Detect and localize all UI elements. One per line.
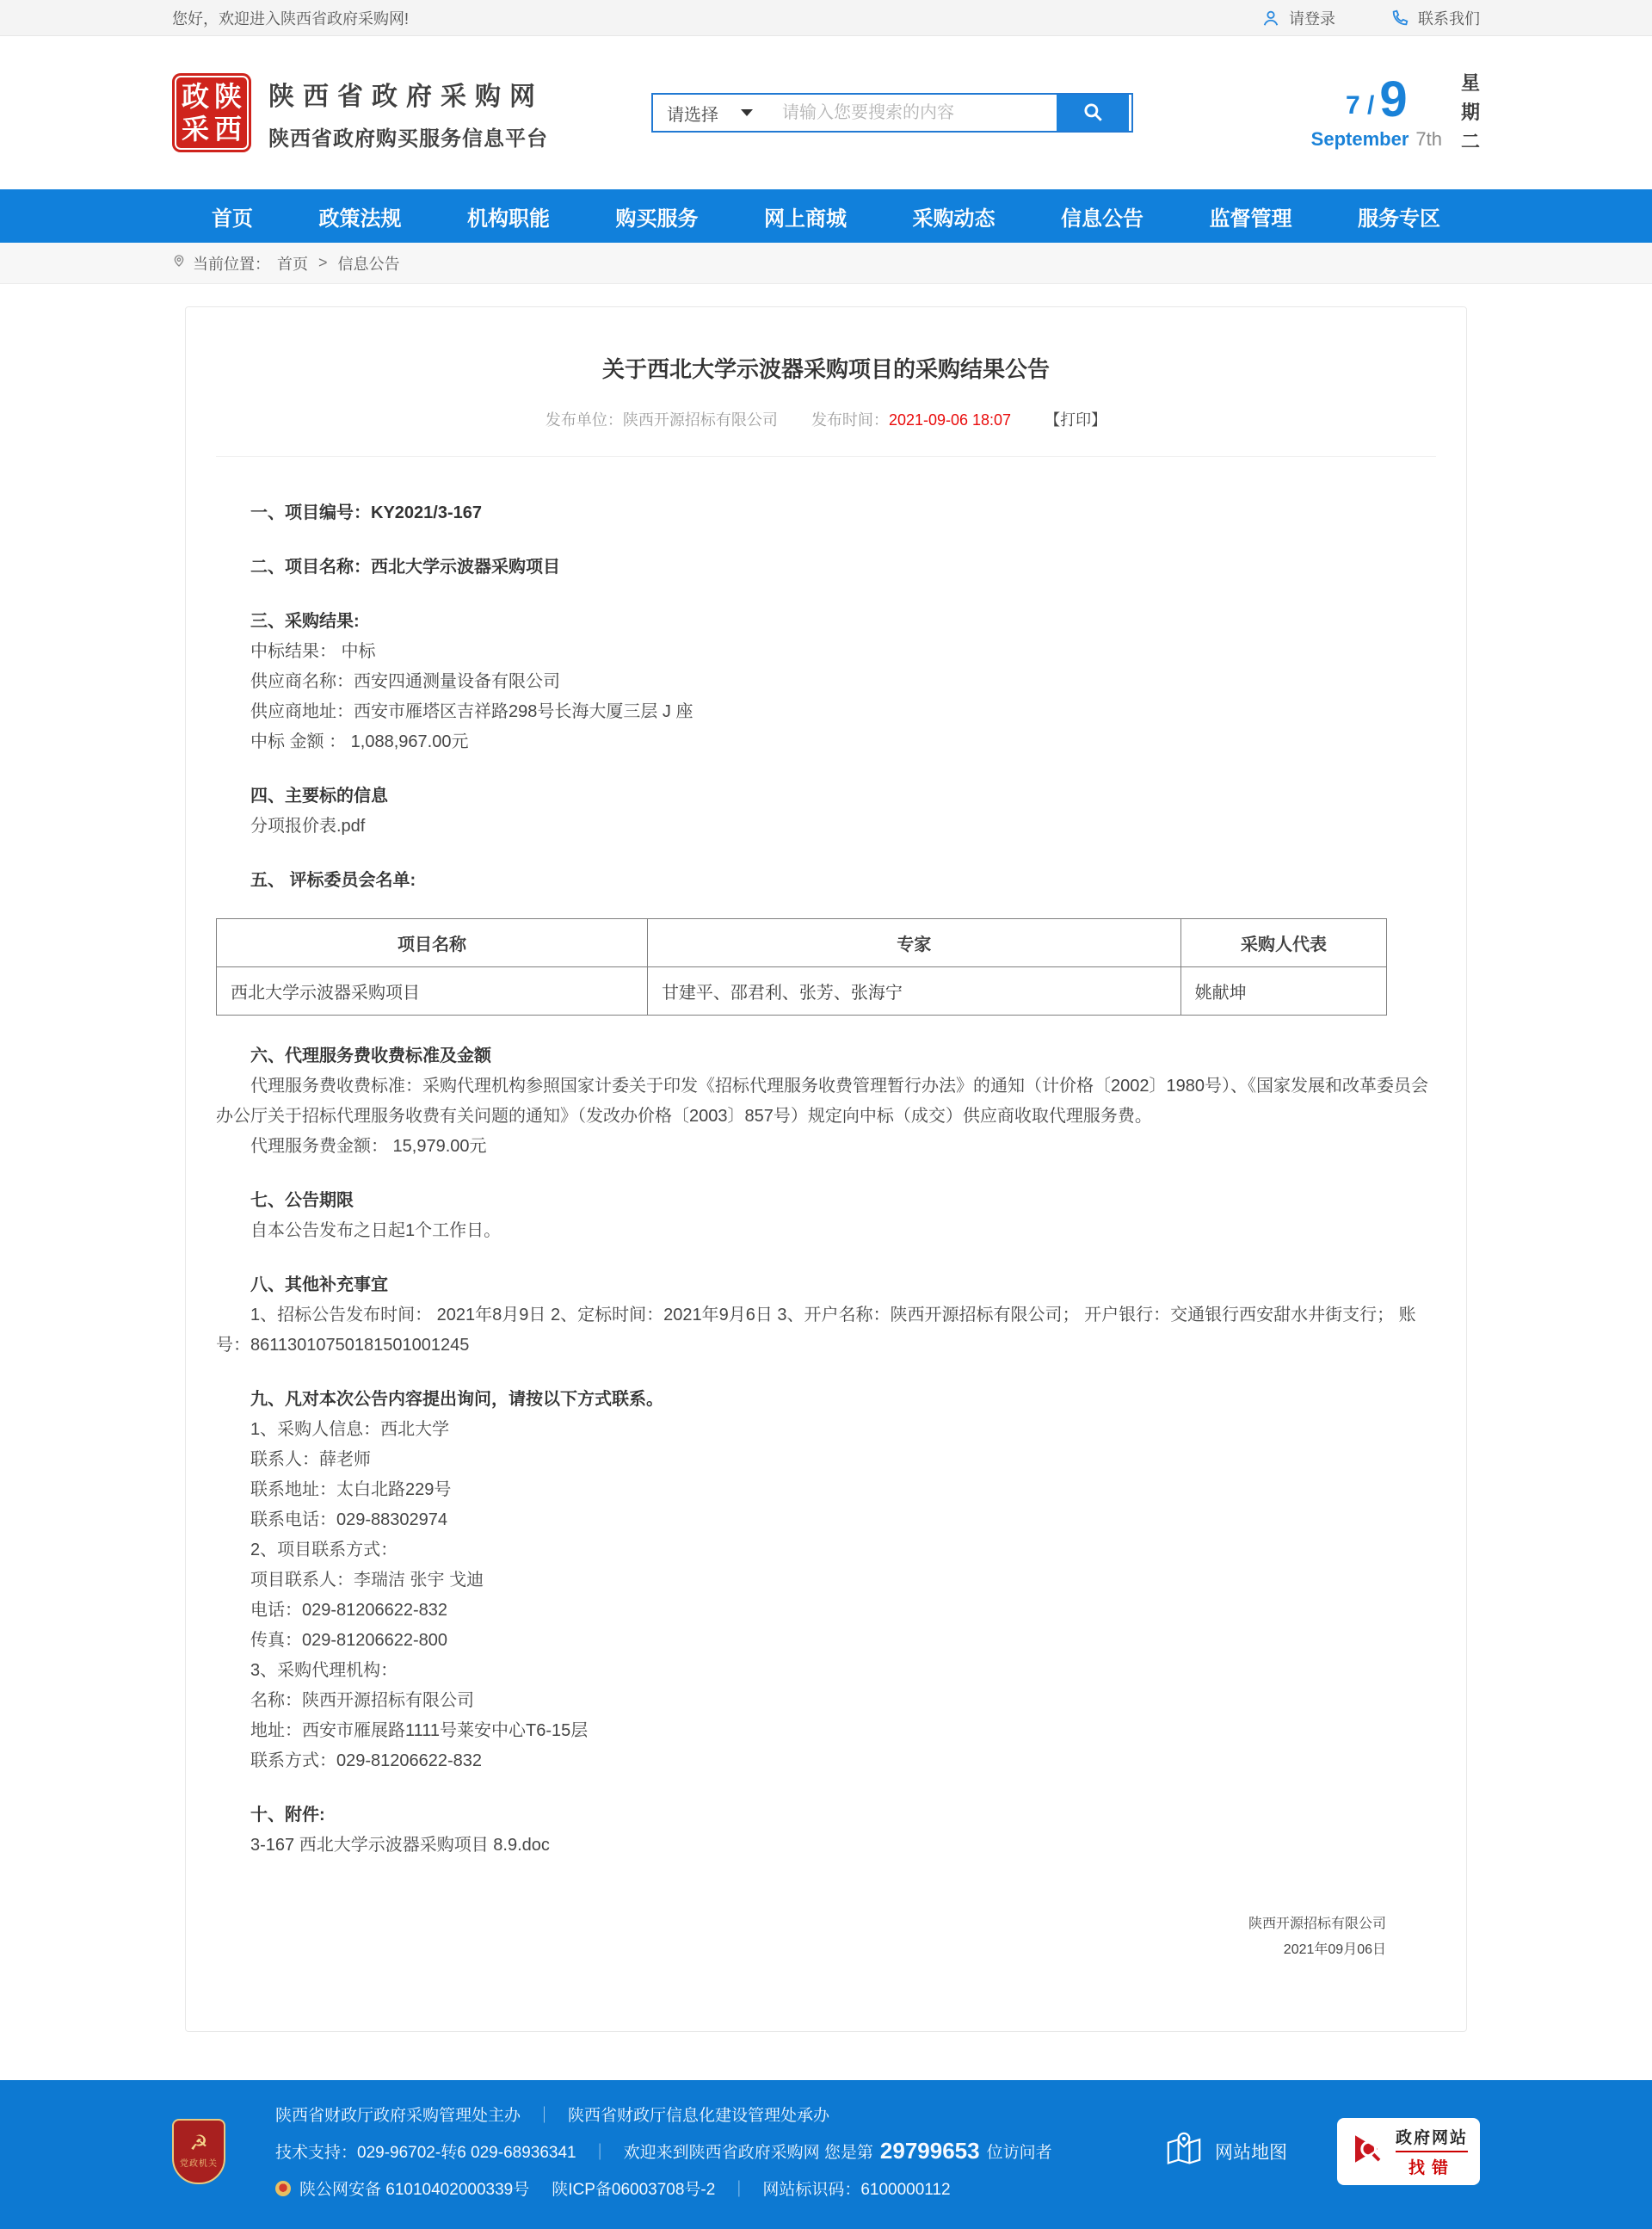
date-month-name: September [1310, 128, 1409, 150]
login-label: 请登录 [1289, 9, 1335, 28]
error-badge-subtitle: 找错 [1408, 2158, 1455, 2177]
table-cell: 甘建平、邵君利、张芳、张海宁 [647, 967, 1180, 1016]
logo-char: 西 [213, 114, 242, 145]
logo-char: 陕 [213, 81, 242, 112]
footer-line-support [275, 2138, 1052, 2164]
sitemap-label: 网站地图 [1214, 2142, 1287, 2163]
article-paragraph: 3、采购代理机构： [250, 1661, 398, 1680]
login-link[interactable] [1261, 7, 1335, 29]
print-button[interactable]: 【打印】 [1045, 411, 1107, 429]
breadcrumb-current: 信息公告 [337, 255, 400, 273]
nav-item-3[interactable]: 机构职能 [467, 207, 550, 231]
page-title: 关于西北大学示波器采购项目的采购结果公告 [601, 356, 1050, 382]
date-month-day: 7 / [1346, 91, 1375, 120]
article-paragraph: 中标结果： 中标 [250, 642, 376, 661]
section-heading: 二、项目名称：西北大学示波器采购项目 [250, 558, 560, 577]
article-paragraph: 1、招标公告发布时间： 2021年8月9日 2、定标时间：2021年9月6日 3、开户名称：陕西开源招标有限公司； 开户银行：交通银行西安甜水井街支行； 账 号：86113010750181501001245 [216, 1306, 1416, 1355]
location-pin-icon [172, 252, 186, 274]
header [0, 36, 1652, 189]
article-paragraph: 供应商名称：西安四通测量设备有限公司 [250, 672, 560, 691]
search-bar [651, 93, 1133, 133]
error-finder-icon [1349, 2131, 1385, 2171]
organizer-right: 陕西省财政厅信息化建设管理处承办 [568, 2107, 830, 2125]
map-icon [1165, 2132, 1203, 2171]
publish-time-value: 2021-09-06 18:07 [888, 411, 1012, 429]
signature-date: 2021年09月06日 [1283, 1942, 1386, 1957]
announcement-card [185, 306, 1467, 2032]
article-body [216, 498, 1436, 1861]
footer [0, 2080, 1652, 2229]
article-paragraph: 1、采购人信息：西北大学 [250, 1420, 450, 1439]
site-brand[interactable] [172, 73, 548, 152]
article-paragraph: 联系电话：029-88302974 [250, 1510, 448, 1529]
police-badge-icon [275, 2181, 291, 2196]
publisher-label: 发布单位： [545, 411, 623, 429]
section-heading: 十、附件: [250, 1806, 325, 1825]
date-day: 9 [1379, 71, 1408, 127]
icp-registration[interactable]: 陕ICP备06003708号-2 [552, 2181, 716, 2199]
article-paragraph: 代理服务费收费标准：采购代理机构参照国家计委关于印发《招标代理服务收费管理暂行办法》的通知（计价格〔2002〕1980号）、《国家发展和改革委员会办公厅关于招标代理服务收费有关问题的通知》（发改办价格〔2003〕857号）规定向中标（成交）供应商收取代理服务费。 [216, 1077, 1428, 1126]
error-badge-title: 政府网站 [1396, 2125, 1468, 2152]
footer-line-organizers [275, 2102, 1052, 2126]
nav-item-8[interactable]: 监督管理 [1209, 207, 1292, 231]
phone-icon [1390, 9, 1409, 28]
footer-separator: ｜ [730, 2181, 748, 2199]
section-heading: 九、凡对本次公告内容提出询问，请按以下方式联系。 [250, 1390, 663, 1409]
article-meta [216, 408, 1436, 457]
publisher-value: 陕西开源招标有限公司 [622, 411, 778, 429]
attachment-link[interactable]: 3-167 西北大学示波器采购项目 8.9.doc [250, 1836, 550, 1855]
date-widget [1311, 69, 1480, 157]
chevron-down-icon [741, 109, 753, 116]
nav-item-5[interactable]: 网上商城 [764, 207, 847, 231]
party-emblem-icon: ☭ [189, 2132, 208, 2155]
breadcrumb-home[interactable]: 首页 [277, 255, 308, 273]
section-heading: 七、公告期限 [250, 1191, 354, 1210]
section-heading: 一、项目编号：KY2021/3-167 [250, 503, 482, 522]
tech-support: 技术支持：029-96702-转6 029-68936341 [275, 2144, 576, 2162]
welcome-suffix: 位访问者 [986, 2144, 1052, 2162]
breadcrumb [0, 243, 1652, 284]
nav-item-7[interactable]: 信息公告 [1061, 207, 1143, 231]
site-code: 网站标识码：6100000112 [762, 2181, 951, 2199]
site-subtitle: 陕西省政府购买服务信息平台 [268, 127, 548, 151]
nav-item-1[interactable]: 首页 [212, 207, 253, 231]
search-category-select[interactable] [653, 95, 782, 131]
user-icon [1261, 9, 1280, 28]
article-paragraph: 传真：029-81206622-800 [250, 1631, 448, 1650]
nav-item-6[interactable]: 采购动态 [912, 207, 996, 231]
table-cell: 西北大学示波器采购项目 [217, 967, 648, 1016]
sitemap-link[interactable] [1165, 2132, 1287, 2171]
article-paragraph: 自本公告发布之日起1个工作日。 [250, 1221, 502, 1240]
nav-item-9[interactable]: 服务专区 [1358, 207, 1440, 231]
section-heading: 三、采购结果: [250, 612, 360, 631]
search-button[interactable] [1057, 95, 1129, 131]
nav-item-2[interactable]: 政策法规 [318, 207, 402, 231]
footer-separator: ｜ [591, 2144, 608, 2162]
site-error-report-badge[interactable] [1337, 2118, 1480, 2185]
breadcrumb-label: 当前位置： [193, 255, 270, 273]
contact-label: 联系我们 [1418, 9, 1480, 28]
article-paragraph: 地址：西安市雁展路1111号莱安中心T6-15层 [250, 1721, 589, 1740]
nav-item-4[interactable]: 购买服务 [615, 207, 699, 231]
section-heading: 八、其他补充事宜 [250, 1275, 388, 1294]
article-paragraph: 中标 金额 ： 1,088,967.00元 [250, 732, 469, 751]
section-heading: 四、主要标的信息 [250, 787, 388, 806]
article-paragraph: 代理服务费金额： 15,979.00元 [250, 1137, 487, 1156]
article-paragraph: 供应商地址：西安市雁塔区吉祥路298号长海大厦三层 J 座 [250, 702, 693, 721]
article-paragraph: 项目联系人：李瑞洁 张宇 戈迪 [250, 1571, 484, 1590]
logo-char: 采 [181, 114, 209, 145]
date-ordinal: 7th [1415, 128, 1442, 150]
section-heading: 六、代理服务费收费标准及金额 [250, 1047, 491, 1065]
table-cell: 姚献坤 [1180, 967, 1387, 1016]
search-icon [1082, 101, 1104, 126]
welcome-prefix: 欢迎来到陕西省政府采购网 您是第 [623, 2144, 873, 2162]
table-header-cell: 项目名称 [217, 919, 648, 967]
organizer-left: 陕西省财政厅政府采购管理处主办 [275, 2107, 521, 2125]
publish-time-label: 发布时间： [811, 411, 889, 429]
footer-separator: ｜ [536, 2107, 553, 2125]
main-nav [0, 189, 1652, 243]
table-header-row [217, 919, 1387, 967]
site-title: 陕西省政府采购网 [268, 82, 544, 111]
police-registration[interactable]: 陕公网安备 61010402000339号 [299, 2181, 530, 2199]
search-category-label: 请选择 [667, 105, 718, 125]
date-weekday: 星 期 二 [1460, 71, 1480, 153]
welcome-text: 您好，欢迎进入陕西省政府采购网! [172, 9, 409, 28]
topbar [0, 0, 1652, 36]
contact-link[interactable] [1390, 7, 1480, 29]
article-paragraph: 电话：029-81206622-832 [250, 1601, 448, 1620]
table-header-cell: 采购人代表 [1180, 919, 1387, 967]
article-paragraph: 联系地址：太白北路229号 [250, 1480, 452, 1499]
article-paragraph: 名称：陕西开源招标有限公司 [250, 1691, 474, 1710]
logo-char: 政 [181, 81, 209, 112]
site-logo [172, 73, 251, 152]
article-paragraph: 联系人：薛老师 [250, 1450, 371, 1469]
table-header-cell: 专家 [647, 919, 1180, 967]
emblem-label: 党政机关 [180, 2159, 218, 2169]
table-row [217, 967, 1387, 1016]
main-content [0, 284, 1652, 2080]
breadcrumb-separator: > [318, 254, 328, 271]
search-input[interactable] [782, 95, 1057, 131]
committee-table [216, 918, 1387, 1016]
government-emblem [172, 2119, 225, 2184]
attachment-link[interactable]: 分项报价表.pdf [250, 817, 366, 836]
visitor-count: 29799653 [879, 2138, 980, 2164]
signature-company: 陕西开源招标有限公司 [1248, 1917, 1386, 1931]
signature-block [216, 1912, 1436, 1962]
footer-line-registration [275, 2177, 1052, 2200]
article-paragraph: 2、项目联系方式： [250, 1541, 398, 1559]
article-paragraph: 联系方式：029-81206622-832 [250, 1751, 483, 1770]
section-heading: 五、 评标委员会名单: [250, 871, 416, 890]
